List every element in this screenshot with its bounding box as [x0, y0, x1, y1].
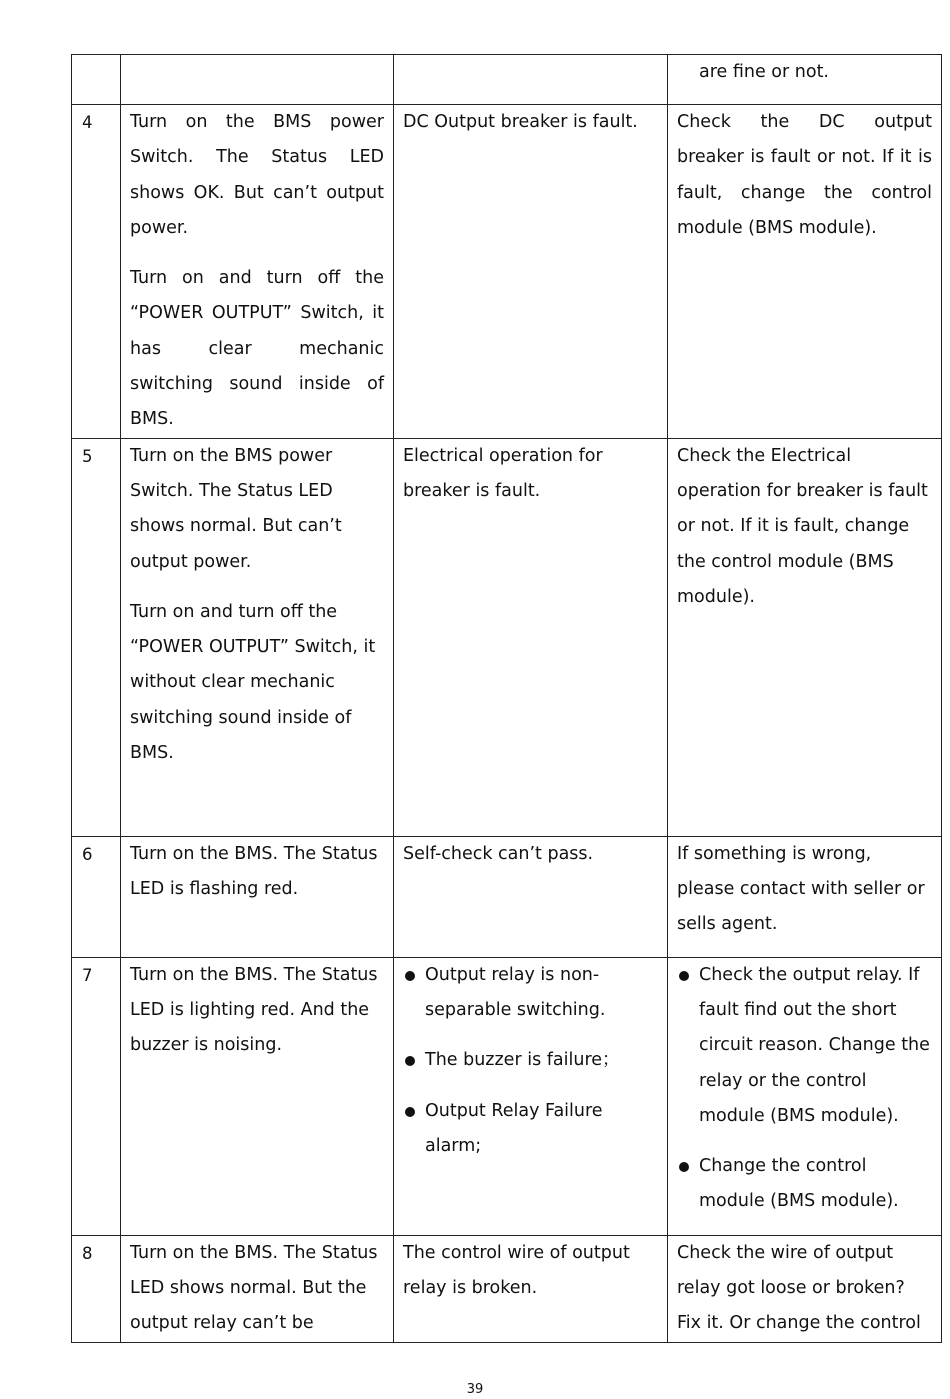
list-item: Change the control module (BMS module).: [677, 1149, 932, 1220]
table-row: [72, 957, 942, 1235]
solution-cell: [668, 836, 942, 957]
symptom-text: Turn on and turn off the “POWER OUTPUT” Switch, it without clear mechanic switching sound inside of BMS.: [130, 601, 376, 764]
list-item: The buzzer is failure；: [403, 1043, 658, 1078]
cause-text: The control wire of output relay is broken.: [403, 1242, 630, 1298]
table-row: [72, 836, 942, 957]
list-item: Check the output relay. If fault find out the short circuit reason. Change the relay or the control module (BMS module).: [677, 958, 932, 1134]
solution-cell: [668, 105, 942, 439]
table-row: [72, 438, 942, 836]
cause-text: DC Output breaker is fault.: [403, 112, 638, 132]
solution-cell: [668, 1235, 942, 1342]
symptom-cell: [121, 1235, 394, 1342]
row-number: 8: [72, 1235, 121, 1342]
cause-cell: [394, 836, 668, 957]
symptom-cell: [121, 957, 394, 1235]
symptom-cell: [121, 836, 394, 957]
cause-cell: [394, 105, 668, 439]
solution-list: [677, 958, 932, 1220]
symptom-text: Turn on the BMS. The Status LED is lighting red. And the buzzer is noising.: [130, 964, 378, 1056]
row-number: [72, 55, 121, 105]
symptom-cell: [121, 438, 394, 836]
solution-text: Check the Electrical operation for breaker is fault or not. If it is fault, change the control module (BMS module).: [677, 445, 928, 607]
symptom-text: Turn on the BMS. The Status LED is flashing red.: [130, 843, 378, 899]
cause-text: Electrical operation for breaker is fault.: [403, 445, 603, 501]
row-number: 6: [72, 836, 121, 957]
solution-cell: [668, 957, 942, 1235]
page-number: 39: [466, 1382, 484, 1397]
troubleshooting-table: [71, 54, 942, 1343]
solution-text: Check the wire of output relay got loose or broken? Fix it. Or change the control: [677, 1242, 921, 1334]
list-item: Output Relay Failure alarm;: [403, 1094, 658, 1165]
solution-cell: [668, 438, 942, 836]
cause-cell: [394, 957, 668, 1235]
cause-cell: [394, 438, 668, 836]
table-row: [72, 105, 942, 439]
row-number: 5: [72, 438, 121, 836]
row-number: 4: [72, 105, 121, 439]
row-number: 7: [72, 957, 121, 1235]
symptom-cell: [121, 55, 394, 105]
list-item: Output relay is non-separable switching.: [403, 958, 658, 1029]
symptom-cell: [121, 105, 394, 439]
cause-text: Self-check can’t pass.: [403, 843, 594, 864]
solution-text: are fine or not.: [699, 62, 829, 82]
symptom-text: Turn on and turn off the “POWER OUTPUT” Switch, it has clear mechanic switching sound inside of BMS.: [130, 268, 384, 430]
cause-cell: [394, 55, 668, 105]
table-row: [72, 1235, 942, 1342]
table-row: [72, 55, 942, 105]
cause-cell: [394, 1235, 668, 1342]
symptom-text: Turn on the BMS power Switch. The Status LED shows OK. But can’t output power.: [130, 112, 384, 238]
cause-list: [403, 958, 658, 1164]
solution-text: If something is wrong, please contact with seller or sells agent.: [677, 843, 925, 935]
solution-cell: [668, 55, 942, 105]
symptom-text: Turn on the BMS power Switch. The Status LED shows normal. But can’t output power.: [130, 445, 342, 572]
symptom-text: Turn on the BMS. The Status LED shows normal. But the output relay can’t be: [130, 1242, 378, 1334]
solution-text: Check the DC output breaker is fault or not. If it is fault, change the control module (BMS module).: [677, 112, 932, 238]
